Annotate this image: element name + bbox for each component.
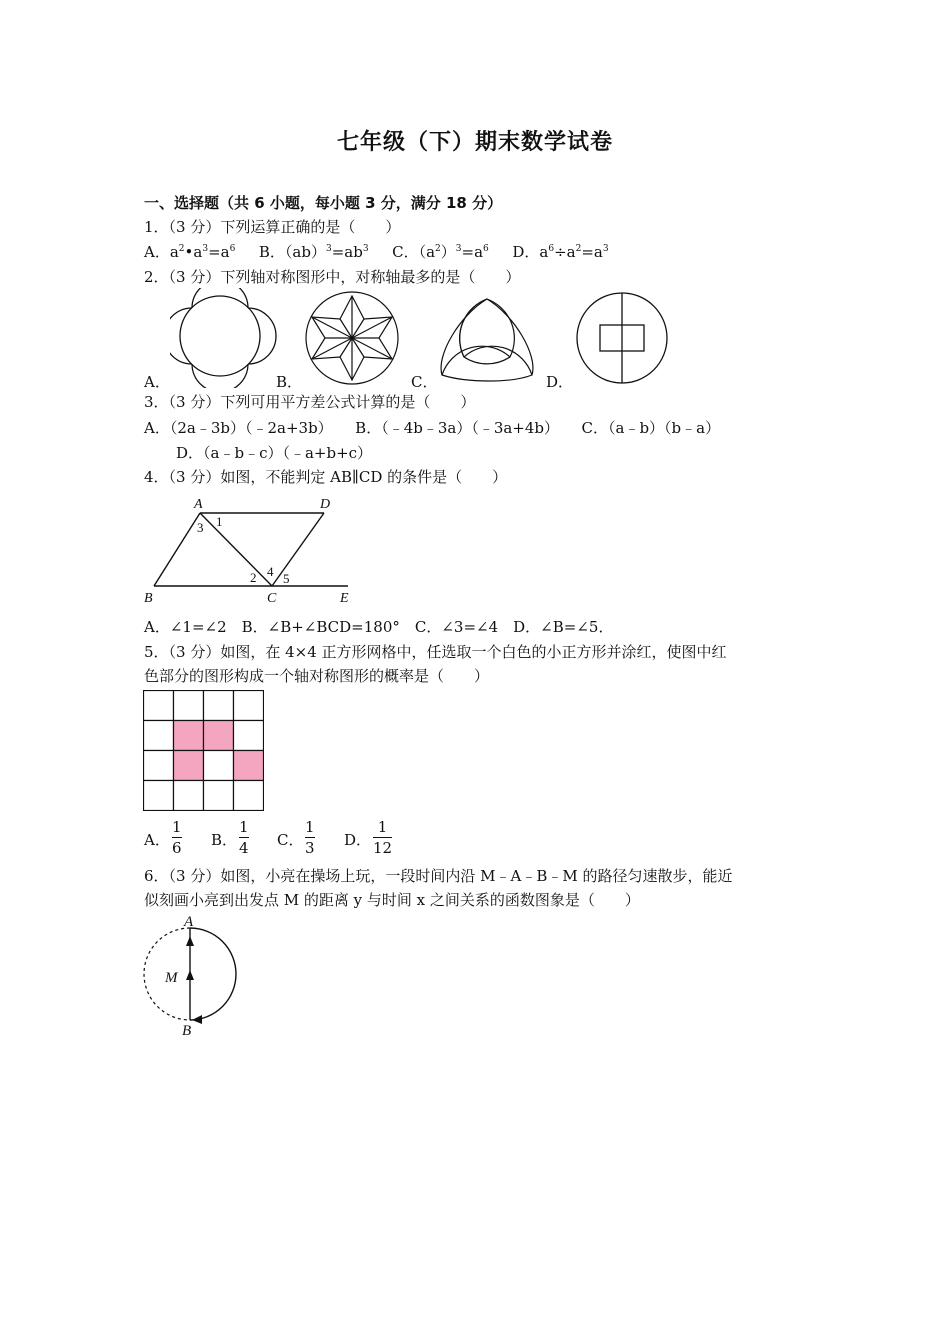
q5-option-b-label: B．	[211, 831, 238, 849]
q4-label-E: E	[340, 591, 349, 606]
q2-figure-a	[170, 288, 280, 388]
q3-options-line2: D．（a﹣b﹣c）（﹣a+b+c）	[176, 444, 373, 462]
grid-cell-white	[144, 691, 174, 721]
grid-cell-white	[174, 691, 204, 721]
q6-stem-line2: 似刻画小亮到出发点 M 的距离 y 与时间 x 之间关系的函数图象是（ ）	[144, 891, 640, 909]
q5-option-a-label: A．	[144, 831, 170, 849]
q4-figure	[140, 494, 360, 606]
grid-cell-white	[144, 751, 174, 781]
grid-cell-white	[144, 721, 174, 751]
q2-label-b: B．	[276, 373, 303, 391]
q2-label-d: D．	[546, 373, 574, 391]
q2-label-c: C．	[411, 373, 438, 391]
q3-stem: 3．（3 分）下列可用平方差公式计算的是（ ）	[144, 393, 476, 411]
q4-label-A: A	[194, 497, 203, 512]
q4-options: A．∠1=∠2 B．∠B+∠BCD=180° C．∠3=∠4 D．∠B=∠5．	[144, 618, 614, 636]
q5-option-c-fraction: 1 3	[305, 818, 315, 857]
grid-cell-white	[204, 781, 234, 811]
grid-cell-red	[204, 721, 234, 751]
q2-stem: 2．（3 分）下列轴对称图形中，对称轴最多的是（ ）	[144, 268, 521, 286]
q5-option-a-fraction: 1 6	[172, 818, 182, 857]
q5-stem-line2: 色部分的图形构成一个轴对称图形的概率是（ ）	[144, 667, 490, 685]
grid-cell-white	[204, 691, 234, 721]
grid-cell-red	[174, 721, 204, 751]
q4-label-D: D	[320, 497, 331, 512]
q3-options-line1: A．（2a﹣3b）（﹣2a+3b） B．（﹣4b﹣3a）（﹣3a+4b） C．（a﹣b）（b﹣a）	[144, 419, 721, 437]
q5-option-c-label: C．	[277, 831, 304, 849]
q2-figure-b	[302, 290, 402, 390]
grid-cell-white	[234, 691, 264, 721]
q2-figure-d	[572, 290, 672, 388]
q1-options: A．$a^2•a^3=a^6$ B．$(ab)^3=ab^3$ C．$(a^2)^3=a^6$ D．$a^6\div a^2=a^3$	[144, 243, 609, 261]
q5-grid-figure	[143, 690, 264, 811]
grid-cell-white	[174, 781, 204, 811]
q5-stem-line1: 5．（3 分）如图，在 4×4 正方形网格中，任选取一个白色的小正方形并涂红，使图中红	[144, 643, 727, 661]
page-title: 七年级（下）期末数学试卷	[336, 130, 613, 155]
q4-label-C: C	[267, 591, 277, 606]
q1-stem: 1．（3 分）下列运算正确的是（ ）	[144, 218, 401, 236]
q6-stem-line1: 6．（3 分）如图，小亮在操场上玩，一段时间内沿 M﹣A﹣B﹣M 的路径匀速散步，能近	[144, 867, 733, 885]
grid-cell-white	[234, 781, 264, 811]
q5-option-d-fraction: 1 12	[373, 818, 393, 857]
section-heading: 一、选择题（共 6 小题，每小题 3 分，满分 18 分）	[144, 194, 503, 212]
grid-cell-white	[144, 781, 174, 811]
q4-stem: 4．（3 分）如图，不能判定 AB∥CD 的条件是（ ）	[144, 468, 508, 486]
q4-angle-2: 2	[250, 570, 257, 585]
q6-label-A: A	[184, 914, 194, 930]
q4-label-B: B	[144, 591, 153, 606]
q6-figure	[140, 914, 250, 1038]
grid-cell-white	[234, 721, 264, 751]
q6-label-M: M	[165, 970, 178, 986]
q4-angle-4: 4	[267, 564, 274, 579]
grid-cell-white	[204, 751, 234, 781]
q4-angle-5: 5	[283, 571, 290, 586]
q4-angle-1: 1	[216, 514, 223, 529]
q5-option-b-fraction: 1 4	[239, 818, 249, 857]
q6-label-B: B	[182, 1023, 192, 1038]
q2-label-a: A．	[144, 373, 170, 391]
grid-cell-red	[234, 751, 264, 781]
grid-cell-red	[174, 751, 204, 781]
q2-figure-c	[432, 295, 542, 387]
q5-option-d-label: D．	[344, 831, 372, 849]
q4-angle-3: 3	[197, 520, 204, 535]
